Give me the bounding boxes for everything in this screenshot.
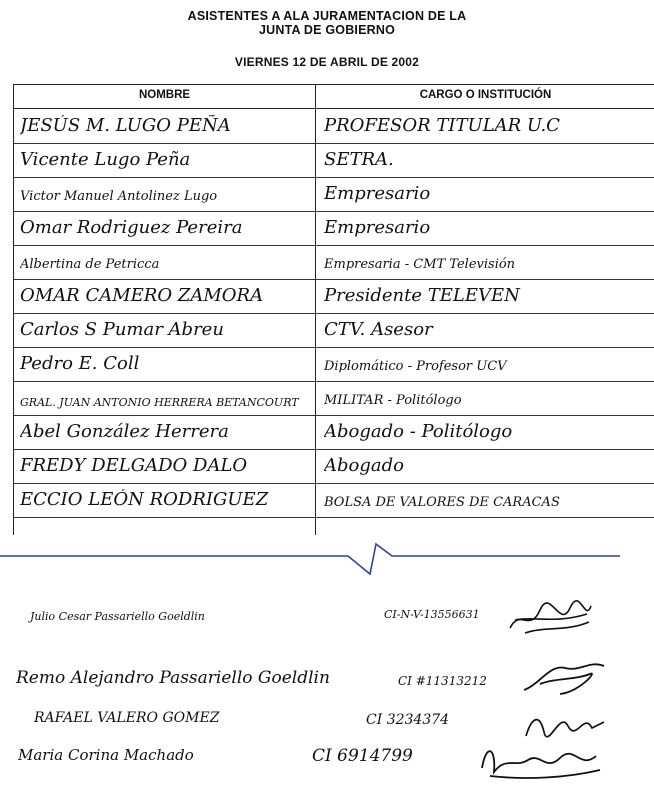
attendee-table	[13, 84, 654, 535]
row-cargo: Empresario	[324, 183, 431, 204]
signatory-name: Maria Corina Machado	[18, 746, 194, 764]
document-title-line-1: ASISTENTES A ALA JURAMENTACION DE LA	[187, 9, 467, 23]
row-cargo: Presidente TELEVEN	[324, 285, 520, 306]
signature-row	[0, 740, 654, 780]
row-nombre: Omar Rodriguez Pereira	[20, 217, 243, 238]
row-cargo: Abogado	[324, 455, 404, 476]
row-nombre: Albertina de Petricca	[20, 257, 160, 272]
signatory-name: Remo Alejandro Passariello Goeldlin	[16, 668, 330, 688]
table-row	[14, 177, 654, 212]
signatory-name: RAFAEL VALERO GOMEZ	[34, 710, 220, 726]
row-cargo: Empresario	[324, 217, 431, 238]
signatory-id: CI 6914799	[312, 746, 413, 766]
signature-scribble	[520, 654, 610, 699]
row-cargo: CTV. Asesor	[324, 319, 433, 340]
cut-divider-line	[0, 540, 654, 580]
row-cargo: PROFESOR TITULAR U.C	[324, 115, 560, 136]
row-nombre: FREDY DELGADO DALO	[20, 455, 248, 476]
table-row	[14, 415, 654, 450]
row-cargo: Abogado - Politólogo	[324, 421, 513, 442]
row-nombre: Carlos S Pumar Abreu	[20, 319, 224, 340]
row-nombre: JESÚS M. LUGO PEÑA	[20, 115, 231, 136]
signatory-name: Julio Cesar Passariello Goeldlin	[30, 610, 205, 623]
table-row	[14, 449, 654, 484]
row-nombre: Abel González Herrera	[20, 421, 229, 442]
row-nombre: GRAL. JUAN ANTONIO HERRERA BETANCOURT	[20, 396, 299, 409]
row-nombre: Vicente Lugo Peña	[20, 149, 191, 170]
row-nombre: OMAR CAMERO ZAMORA	[20, 285, 264, 306]
row-cargo: Diplomático - Profesor UCV	[324, 359, 507, 374]
signatory-id: CI 3234374	[366, 712, 450, 728]
row-cargo: Empresaria - CMT Televisión	[324, 257, 516, 272]
table-row	[14, 211, 654, 246]
signature-row	[0, 598, 654, 638]
signatory-id: CI-N-V-13556631	[384, 608, 480, 621]
row-nombre: Pedro E. Coll	[20, 353, 140, 374]
document-date: VIERNES 12 DE ABRIL DE 2002	[234, 55, 420, 69]
table-row	[14, 381, 654, 416]
table-row	[14, 347, 654, 382]
signature-scribble	[505, 598, 595, 638]
table-row	[14, 109, 654, 144]
table-row	[14, 279, 654, 314]
header-nombre: NOMBRE	[138, 89, 191, 101]
signature-row	[0, 660, 654, 700]
row-cargo: MILITAR - Politólogo	[324, 393, 462, 408]
table-row	[14, 143, 654, 178]
row-cargo: SETRA.	[324, 149, 394, 170]
table-row	[14, 245, 654, 280]
row-cargo: BOLSA DE VALORES DE CARACAS	[324, 495, 560, 510]
signatory-id: CI #11313212	[398, 674, 487, 688]
document-title-line-2: JUNTA DE GOBIERNO	[258, 23, 396, 37]
header-cargo: CARGO O INSTITUCIÓN	[419, 89, 552, 101]
signature-scribble	[476, 738, 606, 782]
row-nombre: ECCIO LEÓN RODRIGUEZ	[20, 489, 269, 510]
row-nombre: Victor Manuel Antolinez Lugo	[20, 189, 218, 204]
table-row	[14, 483, 654, 518]
table-row	[14, 313, 654, 348]
